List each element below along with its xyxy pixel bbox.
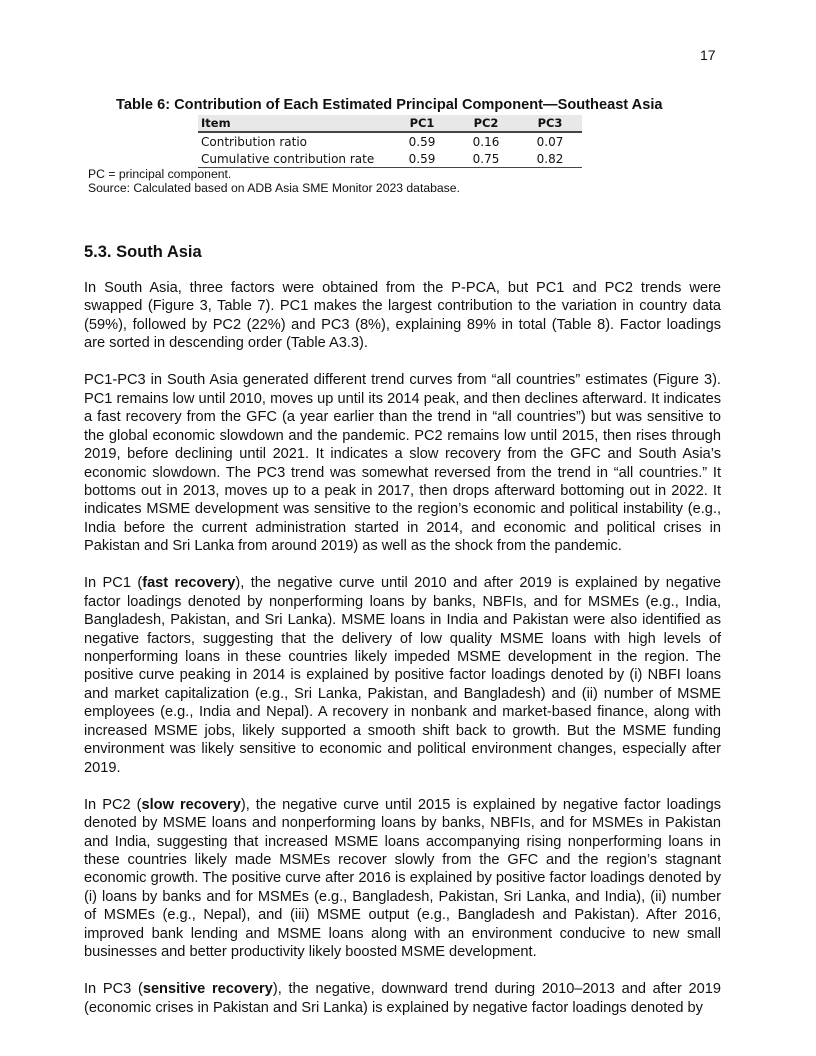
table-caption: Table 6: Contribution of Each Estimated Principal Component—Southeast Asia bbox=[116, 97, 663, 113]
section-body bbox=[84, 279, 721, 1036]
header-pc3: PC3 bbox=[518, 115, 582, 132]
table-header-row bbox=[198, 115, 582, 132]
text: ), the negative curve until 2015 is explained by negative factor loadings denoted by MSME loans and nonperforming loans by banks, NBFIs, and for MSMEs in Pakistan and India, suggesting that increased MSME loans accompanying rising nonperforming loans in these countries likely made MSMEs recover slowly from the GFC and the region’s stagnant economic growth. The positive curve after 2016 is explained by positive factor loadings denoted by (i) loans by banks and for MSMEs (e.g., Bangladesh, Pakistan, Sri Lanka, and India), (ii) number of MSMEs (e.g., Nepal), and (iii) MSME output (e.g., Bangladesh and Pakistan). After 2016, improved bank lending and MSME loans along with an environment conducive to new small businesses and better productivity likely boosted MSME development. bbox=[84, 796, 721, 961]
text: In PC3 ( bbox=[84, 981, 143, 998]
table-source: Source: Calculated based on ADB Asia SME Monitor 2023 database. bbox=[88, 181, 460, 195]
bold-term: slow recovery bbox=[141, 796, 241, 813]
header-item: Item bbox=[198, 115, 390, 132]
paragraph: PC1-PC3 in South Asia generated different trend curves from “all countries” estimates (Figure 3). PC1 remains low until 2010, moves up until its 2014 peak, and then declines afterward. It indicates a fast recovery from the GFC (a year earlier than the trend in “all countries”) but was sensitive to the global economic slowdown and the pandemic. PC2 remains low until 2015, then rises through 2019, before declining until 2021. It indicates a slow recovery from the GFC and South Asia’s economic slowdown. The PC3 trend was somewhat reversed from the trend in “all countries.” It bottoms out in 2013, moves up to a peak in 2017, then drops afterward bottoming out in 2022. It indicates MSME development was sensitive to the region’s economic and political instability (e.g., India before the current administration started in 2014, and economic and political crises in Pakistan and Sri Lanka from around 2019) as well as the shock from the pandemic. bbox=[84, 372, 721, 555]
header-pc2: PC2 bbox=[454, 115, 518, 132]
text: In PC1 ( bbox=[84, 575, 143, 592]
page-number: 17 bbox=[700, 47, 716, 63]
cell: 0.07 bbox=[536, 134, 564, 149]
cell: Contribution ratio bbox=[201, 134, 307, 149]
paragraph bbox=[84, 796, 721, 962]
contribution-table bbox=[198, 115, 582, 168]
section-heading: 5.3. South Asia bbox=[84, 243, 202, 261]
text: In PC2 ( bbox=[84, 796, 142, 813]
cell: 0.75 bbox=[454, 150, 518, 168]
table-row bbox=[198, 150, 582, 168]
paragraph bbox=[84, 574, 721, 777]
paragraph: In South Asia, three factors were obtained from the P-PCA, but PC1 and PC2 trends were swapped (Figure 3, Table 7). PC1 makes the largest contribution to the variation in country data (59%), followed by PC2 (22%) and PC3 (8%), explaining 89% in total (Table 8). Factor loadings are sorted in descending order (Table A3.3). bbox=[84, 280, 721, 352]
cell: 0.59 bbox=[390, 150, 454, 168]
cell: 0.16 bbox=[472, 134, 500, 149]
bold-term: fast recovery bbox=[142, 575, 236, 592]
cell: 0.59 bbox=[408, 134, 436, 149]
text: ), the negative, downward trend during 2010–2013 and after 2019 (economic crises in Pakistan and Sri Lanka) is explained by negative factor loadings denoted by bbox=[84, 981, 722, 1016]
cell: Cumulative contribution rate bbox=[198, 150, 390, 168]
bold-term: sensitive recovery bbox=[142, 981, 273, 998]
header-pc1: PC1 bbox=[390, 115, 454, 132]
text: ), the negative curve until 2010 and after 2019 is explained by negative factor loadings denoted by nonperforming loans by banks, NBFIs, and for MSMEs (e.g., India, Bangladesh, Pakistan, and Sri Lanka). MSME loans in India and Pakistan were also identified as negative factors, suggesting that the delivery of low quality MSME loans with high levels of nonperforming loans in these countries likely impeded MSME development in the region. The positive curve peaking in 2014 is explained by positive factor loadings denoted by (i) NBFI loans and market capitalization (e.g., Sri Lanka, Pakistan, and Bangladesh) and (ii) number of MSME employees (e.g., India and Nepal). A recovery in nonbank and market-based finance, along with increased MSME jobs, likely supported a smooth shift back to growth. But the MSME funding environment was likely sensitive to economic and political environment changes, especially after 2019. bbox=[84, 575, 721, 776]
table-row bbox=[198, 132, 582, 150]
paragraph bbox=[84, 980, 721, 1017]
cell: 0.82 bbox=[518, 150, 582, 168]
table-note: PC = principal component. bbox=[88, 167, 232, 181]
